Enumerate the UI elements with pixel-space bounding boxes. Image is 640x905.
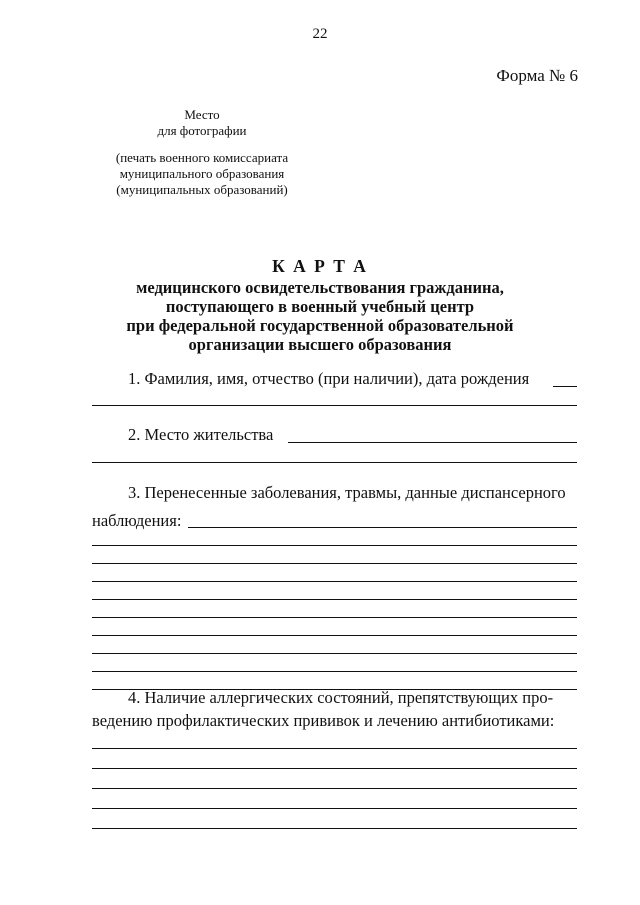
field-3-input-line-5[interactable] bbox=[92, 599, 577, 600]
field-2-input-line[interactable] bbox=[288, 442, 577, 443]
stamp-note-line3: (муниципальных образований) bbox=[116, 182, 288, 197]
stamp-note-line1: (печать военного комиссариата bbox=[115, 150, 289, 165]
field-1-label: 1. Фамилия, имя, отчество (при наличии), дата рождения bbox=[128, 369, 530, 388]
field-4-input-line-3[interactable] bbox=[92, 788, 577, 789]
field-3-input-line[interactable] bbox=[188, 527, 577, 528]
field-2-input-line-2[interactable] bbox=[92, 462, 577, 463]
form-number: Форма № 6 bbox=[496, 66, 578, 85]
field-3-input-line-2[interactable] bbox=[92, 545, 577, 546]
title-line-3: при федеральной государственной образовательной bbox=[126, 316, 514, 335]
title-line-2: поступающего в военный учебный центр bbox=[165, 297, 475, 316]
field-4-label-line2: ведению профилактических прививок и лечению антибиотиками: bbox=[92, 711, 555, 730]
stamp-note-line2: муниципального образования bbox=[119, 166, 285, 181]
field-2-label: 2. Место жительства bbox=[128, 425, 274, 444]
field-4-input-line-1[interactable] bbox=[92, 748, 577, 749]
document-title: К А Р Т А bbox=[272, 256, 368, 276]
field-3-input-line-8[interactable] bbox=[92, 653, 577, 654]
field-4-input-line-4[interactable] bbox=[92, 808, 577, 809]
field-3-input-line-6[interactable] bbox=[92, 617, 577, 618]
field-3-input-line-7[interactable] bbox=[92, 635, 577, 636]
stamp-note bbox=[92, 150, 312, 198]
title-line-1: медицинского освидетельствования гражданина, bbox=[136, 278, 504, 297]
field-4-input-line-2[interactable] bbox=[92, 768, 577, 769]
photo-placeholder bbox=[92, 107, 312, 139]
field-3-input-line-3[interactable] bbox=[92, 563, 577, 564]
field-3-input-line-4[interactable] bbox=[92, 581, 577, 582]
field-4-label-line1: 4. Наличие аллергических состояний, препятствующих про- bbox=[128, 688, 554, 707]
field-3-input-line-9[interactable] bbox=[92, 671, 577, 672]
title-line-4: организации высшего образования bbox=[188, 335, 452, 354]
photo-label-line2: для фотографии bbox=[157, 123, 247, 138]
field-1-input-line-2[interactable] bbox=[92, 405, 577, 406]
field-3-label-line1: 3. Перенесенные заболевания, травмы, данные диспансерного bbox=[128, 483, 566, 502]
photo-label-line1: Место bbox=[184, 107, 220, 122]
field-1-input-line[interactable] bbox=[553, 386, 577, 387]
field-4-input-line-5[interactable] bbox=[92, 828, 577, 829]
page-number: 22 bbox=[312, 26, 328, 42]
field-3-label-line2: наблюдения: bbox=[92, 511, 182, 530]
